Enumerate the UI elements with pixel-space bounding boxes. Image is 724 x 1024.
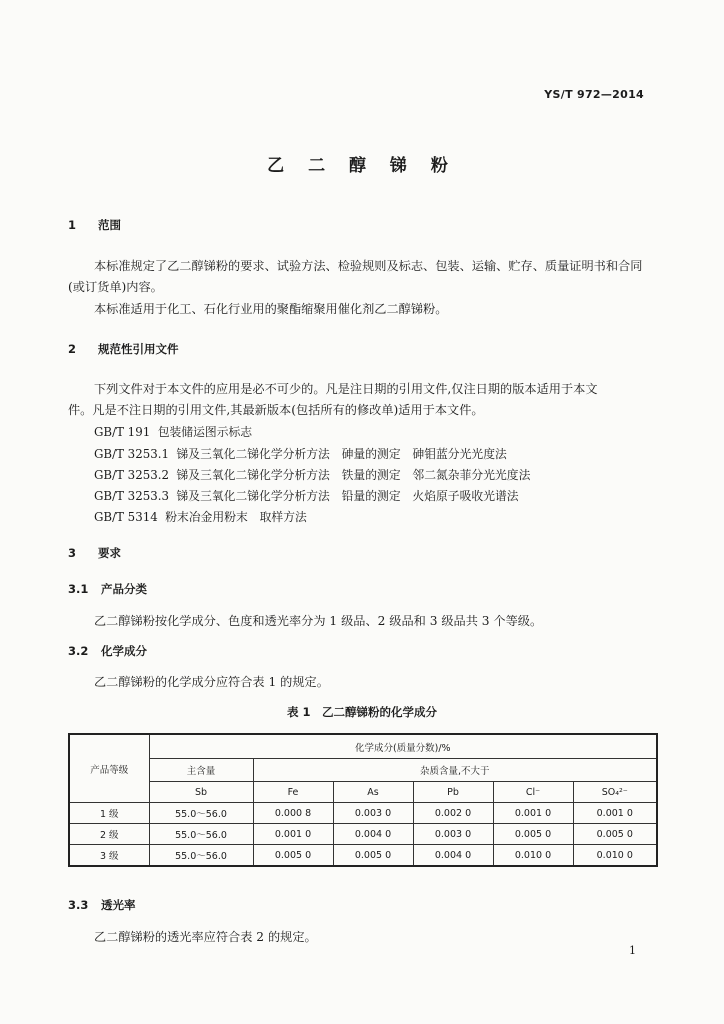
column-header: Sb xyxy=(149,782,253,803)
column-header: Fe xyxy=(253,782,333,803)
section-1-heading xyxy=(68,217,121,233)
column-header: Cl⁻ xyxy=(493,782,573,803)
paragraph: 本标准规定了乙二醇锑粉的要求、试验方法、检验规则及标志、包装、运输、贮存、质量证明书和合同 xyxy=(94,259,643,273)
table-header-row xyxy=(69,734,657,759)
section-3-1-heading xyxy=(68,581,147,597)
reference-item xyxy=(94,487,519,504)
reference-code: GB/T 5314 xyxy=(94,510,158,524)
reference-code: GB/T 191 xyxy=(94,425,151,439)
paragraph: 乙二醇锑粉按化学成分、色度和透光率分为 1 级品、2 级品和 3 级品共 3 个等级。 xyxy=(94,614,543,628)
paragraph: 乙二醇锑粉的透光率应符合表 2 的规定。 xyxy=(94,930,317,944)
section-number: 3.1 xyxy=(68,582,89,596)
paragraph: 下列文件对于本文件的应用是必不可少的。凡是注日期的引用文件,仅注日期的版本适用于本文 xyxy=(94,382,598,396)
value-cell: 0.005 0 xyxy=(493,824,573,845)
reference-title: 粉末冶金用粉末 取样方法 xyxy=(165,510,307,524)
reference-code: GB/T 3253.3 xyxy=(94,489,169,503)
value-cell: 0.010 0 xyxy=(493,845,573,867)
composition-header: 化学成分(质量分数)/% xyxy=(149,734,657,759)
section-title: 规范性引用文件 xyxy=(98,342,179,356)
reference-title: 锑及三氧化二锑化学分析方法 砷量的测定 砷钼蓝分光光度法 xyxy=(176,447,507,461)
value-cell: 0.000 8 xyxy=(253,803,333,824)
document-title: 乙 二 醇 锑 粉 xyxy=(267,156,457,176)
main-content-header: 主含量 xyxy=(149,759,253,782)
section-number: 2 xyxy=(68,342,77,356)
reference-title: 包装储运图示标志 xyxy=(157,425,253,439)
value-cell: 0.005 0 xyxy=(573,824,657,845)
paragraph: 件。凡是不注日期的引用文件,其最新版本(包括所有的修改单)适用于本文件。 xyxy=(68,403,484,417)
value-cell: 0.001 0 xyxy=(493,803,573,824)
standard-number: YS/T 972—2014 xyxy=(544,88,644,101)
reference-code: GB/T 3253.2 xyxy=(94,468,169,482)
reference-item xyxy=(94,466,530,483)
chemical-composition-table xyxy=(68,733,658,867)
value-cell: 55.0～56.0 xyxy=(149,824,253,845)
column-header: Pb xyxy=(413,782,493,803)
grade-cell: 2 级 xyxy=(69,824,149,845)
section-3-2-heading xyxy=(68,643,147,659)
column-header: SO₄²⁻ xyxy=(573,782,657,803)
grade-header: 产品等级 xyxy=(69,734,149,803)
section-number: 3 xyxy=(68,546,77,560)
value-cell: 0.001 0 xyxy=(573,803,657,824)
section-number: 3.3 xyxy=(68,898,89,912)
section-2-heading xyxy=(68,341,179,357)
table-row xyxy=(69,803,657,824)
paragraph: 乙二醇锑粉的化学成分应符合表 1 的规定。 xyxy=(94,675,329,689)
section-title: 透光率 xyxy=(101,898,136,912)
section-title: 产品分类 xyxy=(101,582,147,596)
value-cell: 0.005 0 xyxy=(333,845,413,867)
grade-cell: 3 级 xyxy=(69,845,149,867)
paragraph: (或订货单)内容。 xyxy=(68,280,163,294)
section-3-3-heading xyxy=(68,897,136,913)
value-cell: 0.004 0 xyxy=(333,824,413,845)
table-header-row xyxy=(69,759,657,782)
page-number: 1 xyxy=(629,944,636,957)
reference-title: 锑及三氧化二锑化学分析方法 铅量的测定 火焰原子吸收光谱法 xyxy=(176,489,519,503)
section-title: 要求 xyxy=(98,546,121,560)
reference-item xyxy=(94,423,252,440)
section-title: 范围 xyxy=(98,218,121,232)
impurity-header: 杂质含量,不大于 xyxy=(253,759,657,782)
value-cell: 0.003 0 xyxy=(333,803,413,824)
table-1-caption: 表 1 乙二醇锑粉的化学成分 xyxy=(286,705,437,719)
value-cell: 0.002 0 xyxy=(413,803,493,824)
grade-cell: 1 级 xyxy=(69,803,149,824)
section-3-heading xyxy=(68,545,121,561)
value-cell: 0.005 0 xyxy=(253,845,333,867)
section-number: 3.2 xyxy=(68,644,89,658)
value-cell: 0.001 0 xyxy=(253,824,333,845)
value-cell: 0.003 0 xyxy=(413,824,493,845)
paragraph: 本标准适用于化工、石化行业用的聚酯缩聚用催化剂乙二醇锑粉。 xyxy=(94,302,448,316)
section-number: 1 xyxy=(68,218,77,232)
section-title: 化学成分 xyxy=(101,644,147,658)
value-cell: 0.004 0 xyxy=(413,845,493,867)
reference-item xyxy=(94,445,507,462)
reference-code: GB/T 3253.1 xyxy=(94,447,169,461)
reference-item xyxy=(94,508,307,525)
column-header: As xyxy=(333,782,413,803)
table-row xyxy=(69,824,657,845)
reference-title: 锑及三氧化二锑化学分析方法 铁量的测定 邻二氮杂菲分光光度法 xyxy=(176,468,531,482)
value-cell: 55.0～56.0 xyxy=(149,803,253,824)
table-row xyxy=(69,845,657,867)
value-cell: 0.010 0 xyxy=(573,845,657,867)
table-header-row xyxy=(69,782,657,803)
value-cell: 55.0～56.0 xyxy=(149,845,253,867)
